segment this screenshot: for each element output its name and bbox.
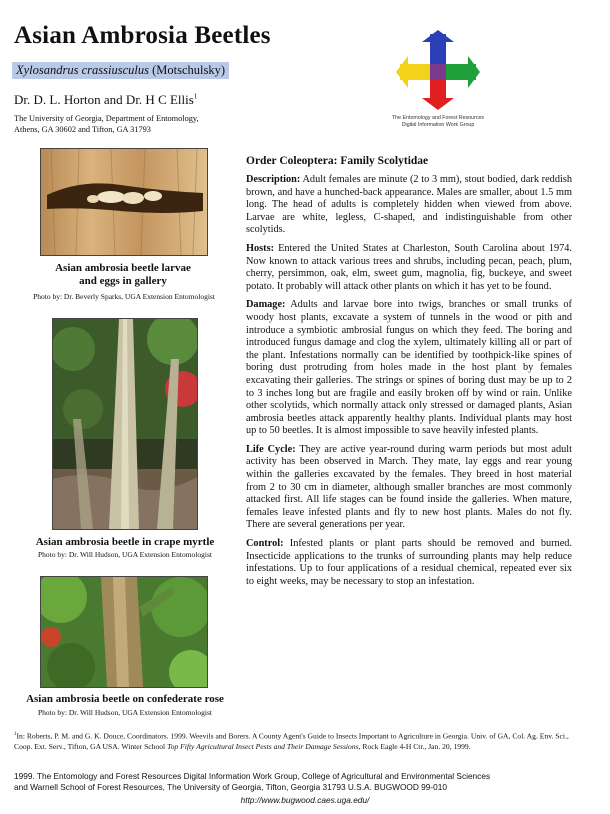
photo-2-caption: Asian ambrosia beetle in crape myrtle bbox=[35, 536, 215, 548]
photo-3-caption: Asian ambrosia beetle on confederate rose bbox=[26, 693, 224, 705]
copyright bbox=[14, 771, 580, 792]
larvae-photo bbox=[40, 148, 208, 256]
control-label: Control: bbox=[246, 538, 284, 550]
affiliation bbox=[14, 113, 244, 135]
lifecycle-label: Life Cycle: bbox=[246, 443, 296, 455]
page-title: Asian Ambrosia Beetles bbox=[14, 22, 271, 49]
photo-2-credit: Photo by: Dr. Will Hudson, UGA Extension Entomologist bbox=[38, 550, 212, 559]
footnote-italic: Top Fifty Agricultural Insect Pests and Their Damage Sessions bbox=[167, 741, 359, 751]
crape-myrtle-photo bbox=[52, 318, 198, 530]
species-author: (Motschulsky) bbox=[152, 63, 226, 77]
control-paragraph bbox=[246, 538, 572, 588]
species-name: Xylosandrus crassiusculus bbox=[16, 63, 149, 77]
logo-caption-line-2: Digital Information Work Group bbox=[401, 122, 475, 128]
logo-caption bbox=[368, 115, 508, 129]
author-names: Dr. D. L. Horton and Dr. H C Ellis bbox=[14, 92, 194, 107]
photo-1-caption-line-2: and eggs in gallery bbox=[79, 275, 167, 287]
description-paragraph bbox=[246, 174, 572, 237]
photo-3-credit: Photo by: Dr. Will Hudson, UGA Extension Entomologist bbox=[38, 708, 212, 717]
scientific-name bbox=[12, 62, 229, 79]
copyright-line-1: 1999. The Entomology and Forest Resources Digital Information Work Group, College of Agricultural and Environmental Sciences bbox=[14, 771, 491, 781]
footnote-text-a: In: Roberts, P. M. and G. K. Douce, Coordinators. 1999. Weevils and Borers. A County Agent's Guide to Insects Important to Agriculture in Georgia. Univ. of GA, Col. Ag. Env. Sci., Coop. Ext. Serv., Tifton, GA USA. Winter School bbox=[14, 731, 569, 751]
control-text: Infested plants or plant parts should be removed and burned. Insecticide applications to the trunks of surrounding plants may help reduce infestations. Up to four applications of a residual chemical, repeated ever six to eight weeks, may be necessary to stop an infestation. bbox=[246, 538, 572, 587]
footnote bbox=[14, 730, 580, 752]
hosts-label: Hosts: bbox=[246, 242, 275, 254]
hosts-paragraph bbox=[246, 243, 572, 293]
logo-caption-line-1: The Entomology and Forest Resources bbox=[391, 115, 485, 121]
larvae-photo-graphic bbox=[41, 149, 207, 255]
affiliation-line-1: The University of Georgia, Department of Entomology, bbox=[14, 114, 199, 123]
workgroup-logo-icon bbox=[396, 30, 480, 110]
confederate-rose-photo-graphic bbox=[41, 577, 207, 687]
copyright-line-2: and Warnell School of Forest Resources, The University of Georgia, Tifton, Georgia 31793 U.S.A. BUGWOOD 99-010 bbox=[14, 781, 448, 792]
lifecycle-text: They are active year-round during warm periods but most adult activity has been observed in March. They mate, lay eggs and rear young within the galleries excavated by the females. They breed in host material from 2 to 30 cm in diameter, although smaller branches are most commonly attacked first. All life stages can be found inside the galleries. When mature, females leave infested plants and fly to new host plants. Males do not fly. There are several generations per year. bbox=[246, 443, 572, 531]
authors bbox=[14, 92, 197, 108]
photo-1-credit: Photo by: Dr. Beverly Sparks, UGA Extension Entomologist bbox=[33, 292, 215, 301]
footnote-text-b: , Rock Eagle 4-H Ctr., Jan. 20, 1999. bbox=[358, 741, 471, 751]
confederate-rose-photo bbox=[40, 576, 208, 688]
hosts-text: Entered the United States at Charleston, South Carolina about 1974. Now known to attack various trees and shrubs, including pecan, peach, plum, cherry, persimmon, oak, elm, sweet gum, magnolia, fig, buckeye, and sweet potato. It probably will attack other plants on which it has yet to be found. bbox=[246, 242, 572, 292]
damage-paragraph bbox=[246, 299, 572, 438]
website-link[interactable]: http://www.bugwood.caes.uga.edu/ bbox=[240, 795, 370, 805]
photo-1-caption bbox=[20, 262, 226, 288]
footnote-marker: 1 bbox=[14, 732, 17, 737]
lifecycle-paragraph bbox=[246, 444, 572, 532]
photo-1-caption-line-1: Asian ambrosia beetle larvae bbox=[55, 262, 191, 274]
damage-label: Damage: bbox=[246, 299, 286, 311]
description-label: Description: bbox=[246, 174, 301, 185]
crape-myrtle-photo-graphic bbox=[53, 319, 197, 529]
body-text bbox=[246, 174, 572, 594]
damage-text: Adults and larvae bore into twigs, branches or small trunks of woody host plants, excavate a system of tunnels in the wood or pith and introduce a symbiotic ambrosial fungus on which they feed. The boring and introduced fungus damage and clog the xylem, ultimately killing all or part of the plant. Infestations normally can be identified by toothpick-like spines of boring dust protruding from holes made in the host plant by females excavating their galleries. The strings or spines of boring dust may be up to 2 to 3 inches long but are fragile and easily broken off by wind or rain. Unlike other scolytids, which normally attack only stressed or damaged plants, Asian ambrosia beetles attack apparently healthy plants. Individual plants may host up to 50 beetles. It is almost impossible to save heavily infested plants. bbox=[246, 299, 572, 437]
affiliation-line-2: Athens, GA 30602 and Tifton, GA 31793 bbox=[14, 125, 151, 134]
order-family-heading: Order Coleoptera: Family Scolytidae bbox=[246, 155, 429, 167]
description-text: Adult females are minute (2 to 3 mm), stout bodied, dark reddish brown, and have a hunched-back appearance. Males are smaller, about 1.5 mm long. The head of adults is completely hidden when viewed from above. Larvae are white, legless, C-shaped, and indistinguishable from other scolytids. bbox=[246, 174, 572, 236]
author-footnote-marker: 1 bbox=[193, 92, 198, 101]
